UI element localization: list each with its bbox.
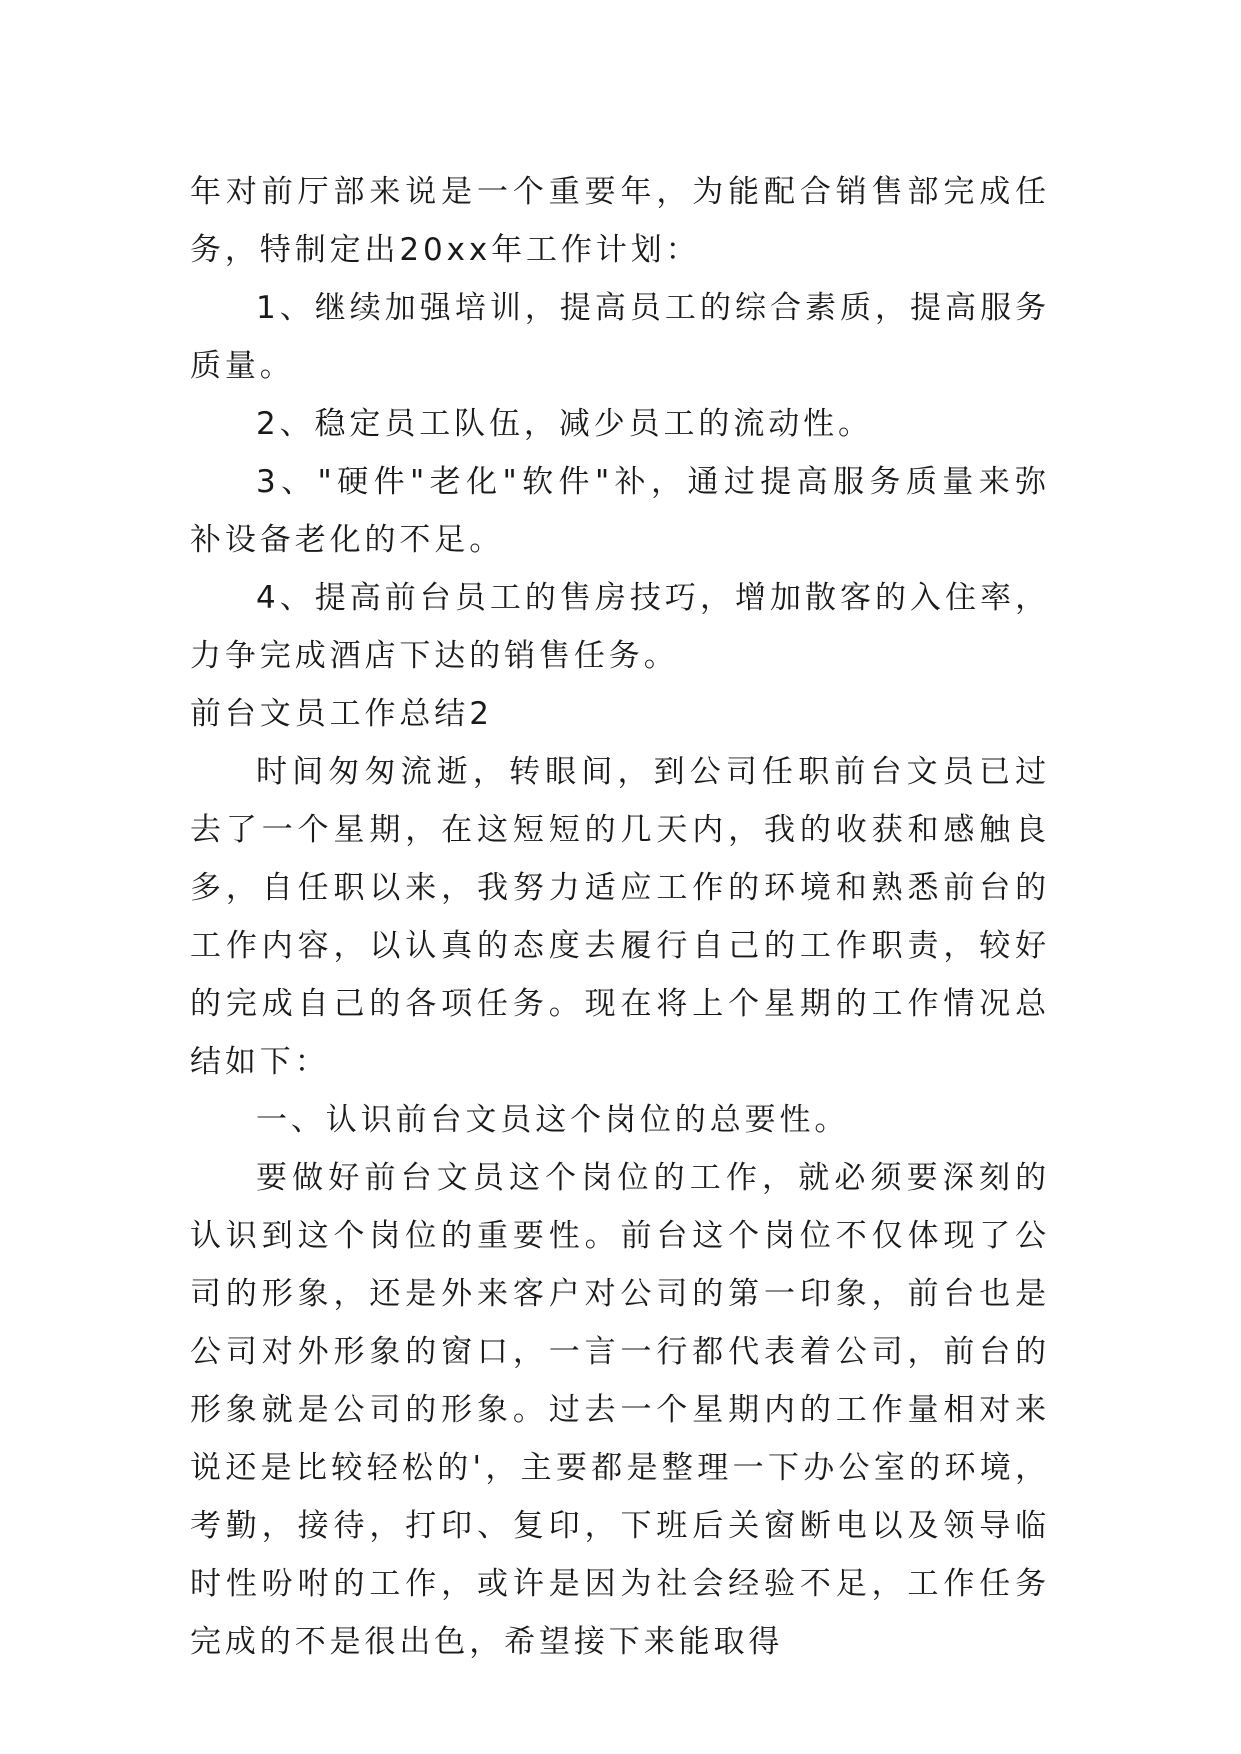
paragraph-summary-opening: 时间匆匆流逝，转眼间，到公司任职前台文员已过去了一个星期，在这短短的几天内，我的收获和感触良多，自任职以来，我努力适应工作的环境和熟悉前台的工作内容，以认真的态度去履行自己的工作职责，较好的完成自己的各项任务。现在将上个星期的工作情况总结如下：: [190, 754, 1050, 1080]
paragraph-plan-item-3: 3、"硬件"老化"软件"补，通过提高服务质量来弥补设备老化的不足。: [190, 464, 1050, 558]
paragraph-plan-item-1: 1、继续加强培训，提高员工的综合素质，提高服务质量。: [190, 290, 1050, 384]
paragraph-plan-item-2: 2、稳定员工队伍，减少员工的流动性。: [256, 406, 873, 442]
paragraph-plan-item-4: 4、提高前台员工的售房技巧，增加散客的入住率，力争完成酒店下达的销售任务。: [190, 580, 1050, 674]
paragraph-point-1-title: 一、认识前台文员这个岗位的总要性。: [256, 1102, 850, 1138]
paragraph-intro: 年对前厅部来说是一个重要年，为能配合销售部完成任务，特制定出20xx年工作计划：: [190, 174, 1050, 268]
section-heading: 前台文员工作总结2: [190, 696, 493, 732]
document-body: [190, 163, 1050, 1671]
paragraph-point-1-body: 要做好前台文员这个岗位的工作，就必须要深刻的认识到这个岗位的重要性。前台这个岗位不仅体现了公司的形象，还是外来客户对公司的第一印象，前台也是公司对外形象的窗口，一言一行都代表着公司，前台的形象就是公司的形象。过去一个星期内的工作量相对来说还是比较轻松的'，主要都是整理一下办公室的环境，考勤，接待，打印、复印，下班后关窗断电以及领导临时性吩咐的工作，或许是因为社会经验不足，工作任务完成的不是很出色，希望接下来能取得: [190, 1160, 1050, 1660]
